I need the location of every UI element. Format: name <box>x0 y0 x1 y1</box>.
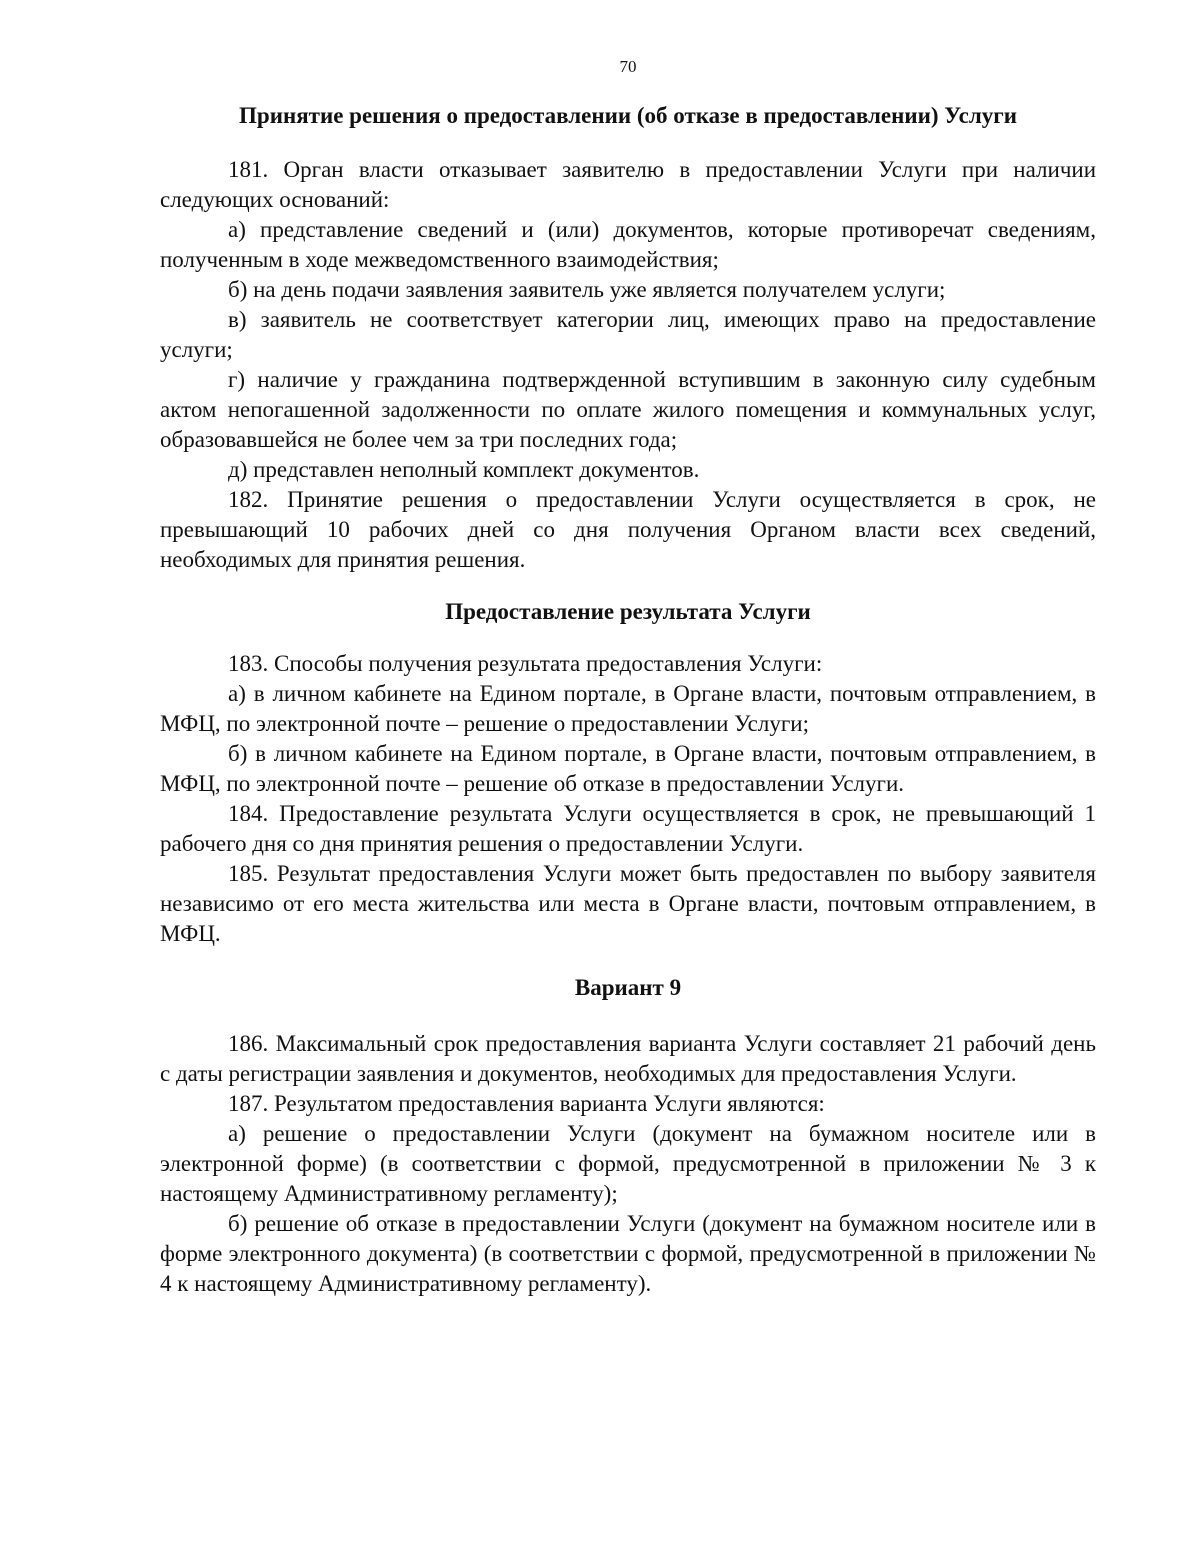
paragraph-184: 184. Предоставление результата Услуги осуществляется в срок, не превышающий 1 рабочего дня со дня принятия решения о предоставлении Услуги. <box>160 801 1096 856</box>
paragraph-181-v: в) заявитель не соответствует категории лиц, имеющих право на предоставление услуги; <box>160 307 1096 362</box>
document-page <box>160 55 1096 1299</box>
paragraph-187-a: а) решение о предоставлении Услуги (документ на бумажном носителе или в электронной форме) (в соответствии с формой, предусмотренной в приложении № 3 к настоящему Административному регламенту); <box>160 1121 1096 1206</box>
paragraph-182: 182. Принятие решения о предоставлении Услуги осуществляется в срок, не превышающий 10 рабочих дней со дня получения Органом власти всех сведений, необходимых для принятия решения. <box>160 487 1096 572</box>
paragraph-181-g: г) наличие у гражданина подтвержденной вступившим в законную силу судебным актом непогашенной задолженности по оплате жилого помещения и коммунальных услуг, образовавшейся не более чем за три последних года; <box>160 367 1096 452</box>
paragraph-181: 181. Орган власти отказывает заявителю в предоставлении Услуги при наличии следующих оснований: <box>160 157 1096 212</box>
paragraph-187-b: б) решение об отказе в предоставлении Услуги (документ на бумажном носителе или в форме электронного документа) (в соответствии с формой, предусмотренной в приложении № 4 к настоящему Административному регламенту). <box>160 1211 1096 1296</box>
paragraph-181-a: а) представление сведений и (или) документов, которые противоречат сведениям, полученным в ходе межведомственного взаимодействия; <box>160 217 1096 272</box>
paragraph-181-b: б) на день подачи заявления заявитель уже является получателем услуги; <box>228 277 946 302</box>
section-title-variant-9: Вариант 9 <box>574 975 682 1000</box>
paragraph-183-a: а) в личном кабинете на Едином портале, в Органе власти, почтовым отправлением, в МФЦ, по электронной почте – решение о предоставлении Услуги; <box>160 681 1096 736</box>
paragraph-181-d: д) представлен неполный комплект документов. <box>228 457 700 482</box>
paragraph-185: 185. Результат предоставления Услуги может быть предоставлен по выбору заявителя независимо от его места жительства или места в Органе власти, почтовым отправлением, в МФЦ. <box>160 861 1096 946</box>
paragraph-186: 186. Максимальный срок предоставления варианта Услуги составляет 21 рабочий день с даты регистрации заявления и документов, необходимых для предоставления Услуги. <box>160 1031 1096 1086</box>
page-number: 70 <box>619 57 637 76</box>
paragraph-183: 183. Способы получения результата предоставления Услуги: <box>228 651 823 676</box>
section-title-decision: Принятие решения о предоставлении (об отказе в предоставлении) Услуги <box>239 103 1017 128</box>
section-title-result: Предоставление результата Услуги <box>445 599 811 624</box>
paragraph-187: 187. Результатом предоставления варианта Услуги являются: <box>228 1091 825 1116</box>
paragraph-183-b: б) в личном кабинете на Едином портале, в Органе власти, почтовым отправлением, в МФЦ, по электронной почте – решение об отказе в предоставлении Услуги. <box>160 741 1096 796</box>
